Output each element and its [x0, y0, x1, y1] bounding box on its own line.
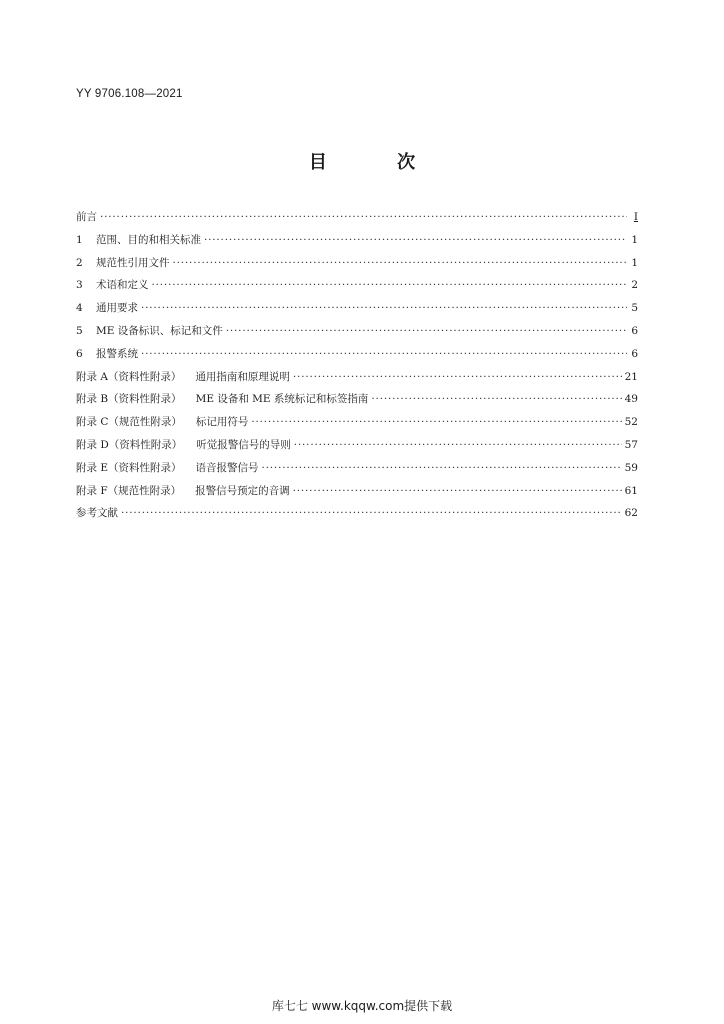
toc-leader-dots	[100, 206, 627, 229]
download-source-footer: 库七七 www.kqqw.com提供下载	[271, 999, 453, 1013]
toc-leader-dots	[121, 502, 622, 525]
toc-leader-dots	[152, 274, 628, 297]
toc-leader-dots	[294, 434, 622, 457]
toc-leader-dots	[293, 366, 622, 389]
toc-entry-section-5[interactable]	[76, 320, 638, 343]
toc-entry-appendix-c[interactable]	[76, 411, 638, 434]
toc-entry-text: 报警信号预定的音调	[195, 484, 290, 497]
toc-entry-appendix-a[interactable]	[76, 366, 638, 389]
toc-entry-text: 标记用符号	[195, 416, 249, 429]
toc-leader-dots	[173, 252, 628, 275]
toc-appendix-label: 附录 E（资料性附录）	[76, 461, 182, 474]
toc-page-number: 2	[631, 279, 638, 292]
toc-section-number: 4	[76, 302, 83, 315]
toc-section-number: 3	[76, 279, 83, 292]
toc-appendix-label: 附录 B（资料性附录）	[76, 393, 182, 406]
toc-page-number: 1	[631, 233, 638, 246]
toc-entry-appendix-d[interactable]	[76, 434, 638, 457]
toc-entry-text: 听觉报警信号的导则	[196, 438, 291, 451]
toc-appendix-label: 附录 A（资料性附录）	[76, 370, 182, 383]
toc-page-number: Ⅰ	[633, 211, 638, 223]
toc-page-number: 57	[624, 438, 638, 451]
toc-page-number: 6	[631, 324, 638, 337]
toc-entry-section-2[interactable]	[76, 252, 638, 275]
toc-entry-section-6[interactable]	[76, 343, 638, 366]
standard-code: YY 9706.108—2021	[76, 88, 183, 100]
toc-entry-text: ME 设备和 ME 系统标记和标签指南	[195, 393, 369, 406]
toc-leader-dots	[371, 388, 621, 411]
toc-entry-section-1[interactable]	[76, 229, 638, 252]
toc-page-number: 21	[624, 370, 638, 383]
toc-page-number: 52	[624, 416, 638, 429]
toc-section-number: 6	[76, 347, 83, 360]
toc-appendix-label: 附录 C（规范性附录）	[76, 416, 182, 429]
toc-page-number: 62	[624, 507, 638, 520]
toc-entry-appendix-b[interactable]	[76, 388, 638, 411]
toc-entry-text: 通用指南和原理说明	[195, 370, 290, 383]
toc-page-number: 5	[631, 302, 638, 315]
toc-leader-dots	[141, 343, 627, 366]
toc-leader-dots	[226, 320, 627, 343]
toc-entry-appendix-e[interactable]	[76, 457, 638, 480]
toc-entry-section-3[interactable]	[76, 274, 638, 297]
toc-entry-text: 术语和定义	[96, 279, 149, 292]
toc-entry-text: 范围、目的和相关标准	[96, 233, 201, 246]
page-title: 目 次	[308, 152, 448, 173]
table-of-contents	[76, 206, 638, 525]
toc-entry-text: 参考文献	[76, 507, 118, 520]
toc-page-number: 1	[631, 256, 638, 269]
toc-entry-references[interactable]	[76, 502, 638, 525]
toc-entry-text: 语音报警信号	[195, 461, 259, 474]
toc-leader-dots	[293, 480, 622, 503]
toc-leader-dots	[262, 457, 622, 480]
toc-section-number: 2	[76, 256, 83, 269]
toc-leader-dots	[204, 229, 627, 252]
toc-appendix-label: 附录 F（规范性附录）	[76, 484, 182, 497]
toc-entry-foreword[interactable]	[76, 206, 638, 229]
toc-entry-appendix-f[interactable]	[76, 480, 638, 503]
toc-appendix-label: 附录 D（资料性附录）	[76, 438, 183, 451]
toc-page-number: 59	[624, 461, 638, 474]
toc-section-number: 1	[76, 233, 83, 246]
toc-entry-text: ME 设备标识、标记和文件	[96, 324, 223, 337]
toc-entry-text: 前言	[76, 211, 97, 223]
toc-page-number: 6	[631, 347, 638, 360]
toc-entry-section-4[interactable]	[76, 297, 638, 320]
toc-leader-dots	[141, 297, 627, 320]
toc-leader-dots	[251, 411, 621, 434]
toc-entry-text: 通用要求	[96, 302, 138, 315]
toc-section-number: 5	[76, 324, 83, 337]
toc-page-number: 61	[624, 484, 638, 497]
toc-entry-text: 报警系统	[96, 347, 138, 360]
toc-page-number: 49	[624, 393, 638, 406]
toc-entry-text: 规范性引用文件	[96, 256, 170, 269]
